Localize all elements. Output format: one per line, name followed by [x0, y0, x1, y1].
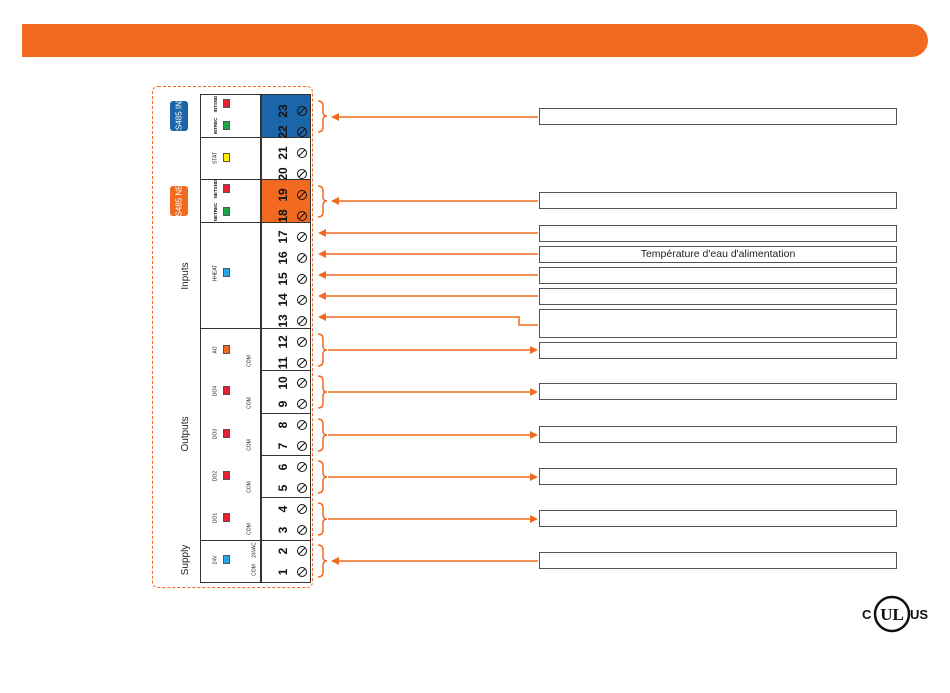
terminal-number-11: 11 [276, 356, 290, 369]
terminal-number-9: 9 [276, 401, 290, 408]
supply-com-label: COM [251, 564, 258, 576]
group-label-inputs: Inputs [180, 262, 191, 290]
terminal-number-7: 7 [276, 442, 290, 450]
ao-label: AO [212, 346, 219, 354]
brace-do1 [318, 503, 327, 535]
terminal-number-21: 21 [276, 146, 290, 160]
brace-supply [318, 545, 327, 577]
terminal-number-15: 15 [276, 272, 290, 286]
terminal-number-8: 8 [276, 422, 290, 429]
terminal-number-12: 12 [276, 334, 290, 349]
group-label-supply: Supply [180, 544, 191, 576]
intrec-label: INTREC [212, 117, 218, 135]
label-box-terminal-16: Température d'eau d'alimentation [539, 246, 897, 263]
do3-label: DO3 [212, 428, 219, 440]
brace-rs485-int [318, 101, 327, 132]
ao-com-label: COM [246, 355, 253, 367]
terminal-number-19: 19 [276, 188, 290, 202]
arrow-terminal-13 [320, 317, 538, 325]
terminal-number-16: 16 [276, 251, 290, 265]
terminal-number-4: 4 [276, 505, 290, 513]
do4-label: DO4 [212, 385, 219, 397]
group-label-outputs: Outputs [180, 416, 191, 452]
terminal-number-2: 2 [276, 547, 290, 555]
terminal-number-14: 14 [276, 292, 290, 307]
do2-com-label: COM [246, 481, 253, 493]
intsnd-label: INTSND [212, 95, 218, 113]
brace-ao [318, 334, 327, 366]
terminal-number-3: 3 [276, 526, 290, 534]
terminal-number-20: 20 [276, 167, 290, 181]
terminal-number-10: 10 [276, 376, 290, 391]
ul-right-text: US [910, 607, 928, 622]
rs485-net-badge-text: RS485 NET [174, 179, 184, 223]
netrec-label: NETREC [212, 202, 218, 222]
terminal-number-1: 1 [276, 568, 290, 576]
rs485-int-badge-text: RS485 INT [174, 96, 184, 136]
stat-label: STAT [212, 151, 219, 165]
ul-certification-logo [862, 594, 928, 634]
terminal-number-13: 13 [276, 313, 290, 328]
do4-com-label: COM [246, 397, 253, 409]
supply-24vac-label: 24VAC [251, 542, 258, 558]
netsnd-label: NETSND [212, 179, 218, 199]
brace-do2 [318, 461, 327, 493]
do2-label: DO2 [212, 470, 219, 482]
terminal-number-23: 23 [276, 104, 290, 118]
brace-rs485-net [318, 186, 327, 217]
do3-com-label: COM [246, 439, 253, 451]
terminal-number-18: 18 [276, 209, 290, 223]
terminal-number-17: 17 [276, 230, 290, 244]
ul-center-text: UL [880, 605, 904, 624]
terminal-number-5: 5 [276, 484, 290, 492]
brace-do3 [318, 419, 327, 451]
ul-left-text: C [862, 607, 872, 622]
do1-label: DO1 [212, 512, 219, 524]
hheat-label: HHEAT [212, 264, 219, 282]
terminal-number-6: 6 [276, 463, 290, 471]
do1-com-label: COM [246, 523, 253, 535]
supply-24v-label: 24V [212, 555, 219, 565]
brace-do4 [318, 376, 327, 408]
terminal-number-22: 22 [276, 125, 290, 139]
